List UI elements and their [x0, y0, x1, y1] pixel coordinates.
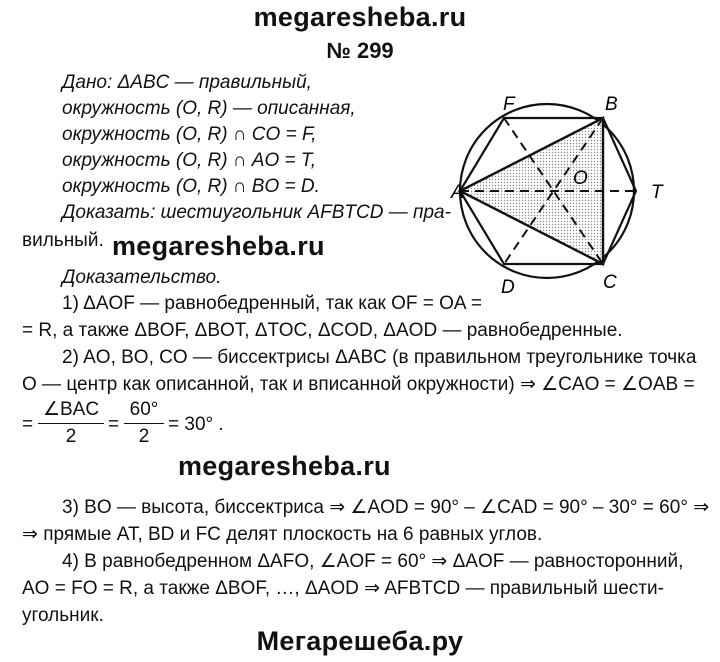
given-line-4: окружность (O, R) ∩ AO = T, [62, 150, 317, 171]
label-t: T [651, 182, 663, 203]
equation-equals-1: = [22, 414, 34, 435]
label-c: C [603, 272, 617, 293]
equation-equals-2: = [108, 414, 120, 435]
proof-step-3-line-1: 3) BO — высота, биссектриса ⇒ ∠AOD = 90° – ∠CAD = 90° – 30° = 60° ⇒ [62, 497, 710, 518]
label-o: O [573, 168, 588, 189]
prove-line-1: Доказать: шестиугольник AFBTCD — пра- [62, 202, 451, 223]
label-d: D [501, 277, 515, 298]
fraction-bac-over-2 [38, 398, 104, 449]
proof-step-2-line-2: O — центр как описанной, так и вписанной окружности) ⇒ ∠CAO = ∠OAB = [22, 374, 695, 395]
label-a: A [451, 182, 464, 203]
fraction-2-bar [124, 423, 164, 424]
proof-step-1-line-1: 1) ΔAOF — равнобедренный, так как OF = OA = [62, 293, 482, 314]
watermark-middle-2: megaresheba.ru [178, 451, 391, 481]
fraction-2-numerator: 60° [129, 399, 159, 420]
problem-number: № 299 [326, 38, 394, 63]
fraction-60-over-2 [124, 398, 164, 449]
proof-heading: Доказательство. [62, 267, 222, 288]
fraction-2-denominator: 2 [138, 426, 150, 447]
proof-step-1-line-2: = R, а также ΔBOF, ΔBOT, ΔTOC, ΔCOD, ΔAOD — равнобедренные. [22, 320, 623, 341]
given-line-3: окружность (O, R) ∩ CO = F, [62, 124, 317, 145]
prove-line-2: вильный. [22, 230, 104, 251]
proof-step-4-line-2: AO = FO = R, а также ΔBOF, …, ΔAOD ⇒ AFBTCD — правильный шести- [22, 578, 664, 599]
fraction-1-numerator: ∠BAC [42, 399, 100, 420]
proof-step-4-line-1: 4) В равнобедренном ΔAFO, ∠AOF = 60° ⇒ ΔAOF — равносторонний, [62, 551, 684, 572]
given-line-1: Дано: ΔABC — правильный, [62, 72, 312, 93]
fraction-1-denominator: 2 [65, 426, 77, 447]
watermark-top: megaresheba.ru [253, 2, 467, 32]
given-line-5: окружность (O, R) ∩ BO = D. [62, 176, 320, 197]
watermark-bottom: Мегарешеба.ру [256, 626, 464, 656]
hexagon-triangle-figure [451, 88, 695, 298]
proof-step-4-line-3: угольник. [22, 605, 104, 626]
given-line-2: окружность (O, R) — описанная, [62, 98, 356, 119]
label-b: B [605, 94, 618, 115]
proof-step-2-line-1: 2) AO, BO, CO — биссектрисы ΔABC (в правильном треугольнике точка [62, 347, 697, 368]
equation-result: = 30° . [168, 414, 224, 435]
watermark-middle-1: megaresheba.ru [112, 231, 325, 261]
label-f: F [503, 94, 515, 115]
proof-step-3-line-2: ⇒ прямые AT, BD и FC делят плоскость на 6 равных углов. [22, 524, 543, 545]
fraction-1-bar [38, 423, 104, 424]
